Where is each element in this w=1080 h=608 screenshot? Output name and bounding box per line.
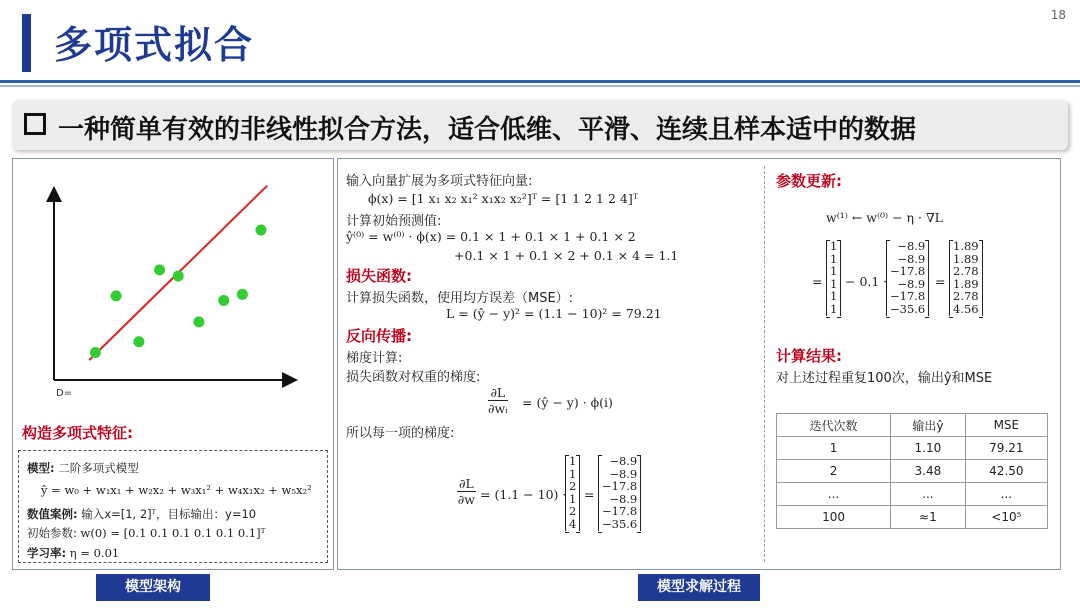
update-equals-sign: = — [812, 274, 823, 289]
gradient-vector-matrix — [598, 455, 641, 531]
table-header-row — [777, 414, 1048, 437]
weights-entry: 1 — [830, 301, 838, 316]
feature-vector-matrix — [565, 455, 580, 531]
table-header-cell: MSE — [965, 414, 1047, 437]
weights-entry: 1 — [830, 264, 838, 279]
intro-text: 输入向量扩展为多项式特征向量: — [346, 174, 533, 189]
case-label: 数值案例: — [27, 507, 78, 521]
feature-box — [18, 450, 328, 563]
table-cell: 42.50 — [965, 460, 1047, 483]
vector-derivative-fraction — [457, 476, 476, 507]
loss-equation: L = (ŷ − y)² = (1.1 − 10)² = 79.21 — [446, 306, 662, 321]
table-cell: 1 — [777, 437, 891, 460]
panel-divider — [764, 166, 765, 562]
updated-weights-entry: 4.56 — [953, 301, 979, 316]
data-point — [173, 270, 184, 281]
table-cell: 79.21 — [965, 437, 1047, 460]
vector-fraction-numerator: ∂L — [459, 476, 474, 491]
table-row — [777, 437, 1048, 460]
gradient-vector-entry: −17.8 — [602, 504, 638, 519]
table-header-cell: 迭代次数 — [777, 414, 891, 437]
feature-vector-entry: 2 — [569, 504, 577, 519]
case-text: 输入x=[1, 2]ᵀ，目标输出：y=10 — [81, 507, 257, 521]
feature-section-title: 构造多项式特征: — [22, 424, 133, 442]
result-text: 对上述过程重复100次，输出ŷ和MSE — [776, 371, 993, 386]
subtitle-text: 一种简单有效的非线性拟合方法，适合低维、平滑、连续且样本适中的数据 — [58, 115, 917, 145]
weights-entry: 1 — [830, 276, 838, 291]
prediction-equation-2: +0.1 × 1 + 0.1 × 2 + 0.1 × 4 = 1.1 — [454, 248, 679, 263]
lr-text: η = 0.01 — [69, 546, 120, 560]
partial-derivative-fraction — [488, 385, 508, 416]
model-equation: ŷ = w₀ + w₁x₁ + w₂x₂ + w₃x₁² + w₄x₁x₂ + w₅x₂² — [41, 483, 312, 497]
table-cell: 100 — [777, 506, 891, 529]
lr-label: 学习率: — [27, 546, 67, 560]
update-gradient-matrix — [886, 240, 929, 316]
data-point — [154, 264, 165, 275]
updated-weights-matrix — [949, 240, 983, 316]
subtitle-box — [12, 100, 1068, 150]
feature-vector-entry: 1 — [569, 491, 577, 506]
vector-fraction-denominator: ∂w — [457, 492, 475, 507]
weights-entry: 1 — [830, 289, 838, 304]
header-rule-thin — [0, 85, 1080, 87]
update-gradient-entry: −8.9 — [897, 276, 926, 291]
feature-vector-entry: 1 — [569, 454, 577, 468]
page-number: 18 — [1050, 8, 1066, 22]
table-row — [777, 483, 1048, 506]
header-rule — [0, 80, 1080, 83]
title-accent-bar — [22, 14, 31, 72]
data-point — [90, 347, 101, 358]
gradient-vector-entry: −17.8 — [602, 479, 638, 494]
table-row — [777, 506, 1048, 529]
equals-sign: = — [584, 487, 595, 502]
gradient-vector-entry: −8.9 — [609, 454, 638, 468]
loss-intro: 计算损失函数，使用均方误差（MSE）: — [346, 291, 574, 306]
update-gradient-entry: −35.6 — [890, 301, 926, 316]
table-cell: ... — [965, 483, 1047, 506]
data-point — [256, 225, 267, 236]
table-cell: 1.10 — [891, 437, 966, 460]
vector-coefficient: = (1.1 − 10) · — [480, 487, 567, 502]
table-cell: <10⁵ — [965, 506, 1047, 529]
update-equation: w⁽¹⁾ ← w⁽⁰⁾ − η · ∇L — [826, 210, 943, 225]
update-section-title: 参数更新: — [776, 172, 842, 190]
scatter-plot — [20, 168, 310, 393]
backprop-section-title: 反向传播: — [346, 327, 412, 345]
loss-section-title: 损失函数: — [346, 267, 412, 285]
dataset-label: D= — [56, 388, 73, 399]
weights-matrix — [826, 240, 841, 316]
fraction-denominator: ∂wᵢ — [488, 401, 508, 416]
data-point — [218, 295, 229, 306]
lr-line — [27, 545, 119, 561]
updated-weights-entry: 2.78 — [953, 289, 979, 304]
init-text: w(0) = [0.1 0.1 0.1 0.1 0.1 0.1]ᵀ — [80, 526, 266, 540]
model-text: 二阶多项式模型 — [58, 461, 139, 475]
phi-equation: ϕ(x) = [1 x₁ x₂ x₁² x₁x₂ x₂²]ᵀ = [1 1 2 1 2 4]ᵀ — [368, 191, 638, 206]
model-architecture-label: 模型架构 — [96, 574, 210, 601]
table-cell: ... — [891, 483, 966, 506]
updated-weights-entry: 1.89 — [953, 276, 979, 291]
update-gradient-entry: −17.8 — [890, 264, 926, 279]
init-line — [27, 525, 265, 541]
case-line — [27, 506, 256, 522]
model-solving-label: 模型求解过程 — [638, 574, 760, 601]
checkbox-square-icon — [24, 113, 46, 135]
fraction-numerator: ∂L — [488, 385, 508, 401]
feature-vector-entry: 2 — [569, 479, 577, 494]
weights-entry: 1 — [830, 251, 838, 266]
table-cell: 3.48 — [891, 460, 966, 483]
prediction-intro: 计算初始预测值: — [346, 214, 442, 229]
prediction-equation-1: ŷ⁽⁰⁾ = w⁽⁰⁾ · ϕ(x) = 0.1 × 1 + 0.1 × 1 + 0.1 × 2 — [346, 229, 636, 244]
feature-vector-entry: 1 — [569, 466, 577, 481]
update-equals-sign-2: = — [935, 274, 946, 289]
gradient-intro-2: 损失函数对权重的梯度: — [346, 370, 481, 385]
data-point — [237, 289, 248, 300]
each-term-intro: 所以每一项的梯度: — [346, 426, 455, 441]
update-gradient-entry: −17.8 — [890, 289, 926, 304]
gradient-vector-entry: −8.9 — [609, 491, 638, 506]
weights-entry: 1 — [830, 239, 838, 253]
updated-weights-entry: 1.89 — [953, 239, 979, 253]
gradient-vector-entry: −8.9 — [609, 466, 638, 481]
data-point — [133, 336, 144, 347]
gradient-intro: 梯度计算: — [346, 351, 403, 366]
update-coefficient: − 0.1 · — [845, 274, 888, 289]
table-row — [777, 460, 1048, 483]
page-title: 多项式拟合 — [54, 23, 255, 67]
model-line — [27, 460, 139, 476]
result-section-title: 计算结果: — [776, 347, 842, 365]
feature-vector-entry: 4 — [569, 516, 577, 531]
updated-weights-entry: 2.78 — [953, 264, 979, 279]
update-gradient-entry: −8.9 — [897, 239, 926, 253]
data-point — [111, 290, 122, 301]
data-point — [193, 316, 204, 327]
model-label: 模型: — [27, 461, 55, 475]
gradient-rhs: = (ŷ − y) · ϕ(i) — [522, 395, 613, 410]
table-cell: ≈1 — [891, 506, 966, 529]
table-header-cell: 输出ŷ — [891, 414, 966, 437]
table-cell: 2 — [777, 460, 891, 483]
table-cell: ... — [777, 483, 891, 506]
init-label: 初始参数: — [27, 526, 77, 540]
result-table — [776, 413, 1048, 529]
updated-weights-entry: 1.89 — [953, 251, 979, 266]
update-gradient-entry: −8.9 — [897, 251, 926, 266]
gradient-vector-entry: −35.6 — [602, 516, 638, 531]
